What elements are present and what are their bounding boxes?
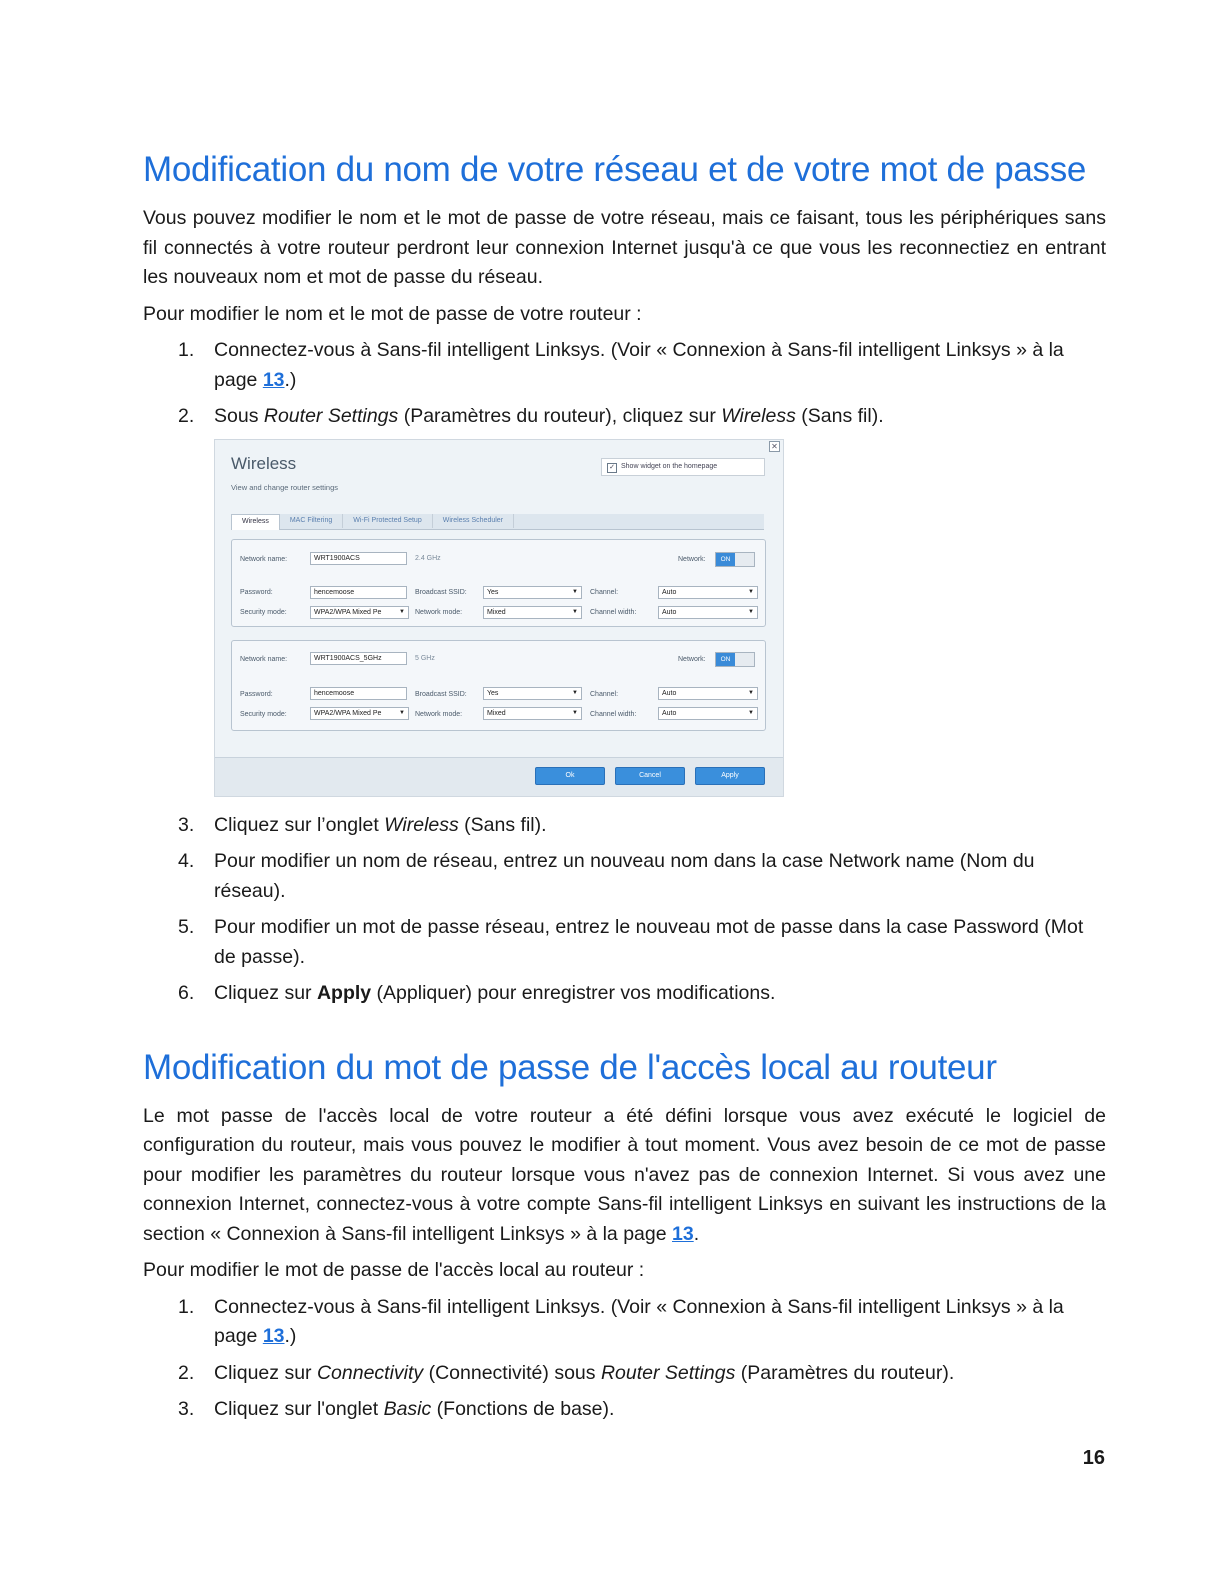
broadcast-ssid-label: Broadcast SSID:	[415, 588, 467, 596]
tab-wireless-scheduler[interactable]: Wireless Scheduler	[433, 514, 514, 528]
procedure-lead: Pour modifier le mot de passe de l'accès local au routeur :	[143, 1259, 645, 1281]
chevron-down-icon: ▼	[399, 709, 405, 716]
chevron-down-icon: ▼	[748, 689, 754, 696]
page-number: 16	[1082, 1447, 1105, 1469]
channel-select[interactable]: Auto ▼	[658, 586, 758, 599]
security-mode-select[interactable]: WPA2/WPA Mixed Pe ▼	[310, 707, 409, 720]
page-reference-link[interactable]: 13	[672, 1222, 694, 1245]
chevron-down-icon: ▼	[572, 608, 578, 615]
close-icon[interactable]: ✕	[769, 441, 780, 452]
broadcast-ssid-select[interactable]: Yes ▼	[483, 687, 582, 700]
section-intro: Vous pouvez modifier le nom et le mot de passe de votre réseau, mais ce faisant, tous les périphériques sans fil connectés à votre routeur perdront leur connexion Internet jusqu'à ce que vous les reconnectiez en entrant les nouveaux nom et mot de passe du réseau.	[143, 207, 1106, 288]
channel-width-label: Channel width:	[590, 608, 637, 616]
network-name-label: Network name:	[240, 555, 288, 563]
chevron-down-icon: ▼	[572, 689, 578, 696]
network-mode-label: Network mode:	[415, 608, 463, 616]
section-heading-local-access-password: Modification du mot de passe de l'accès local au routeur	[143, 1047, 997, 1087]
step-item: 6. Cliquez sur Apply (Appliquer) pour enregistrer vos modifications.	[178, 982, 776, 1004]
band-label: 2.4 GHz	[415, 554, 441, 562]
network-mode-select[interactable]: Mixed ▼	[483, 606, 582, 619]
section-spacer	[143, 1016, 1106, 1046]
procedure-steps	[143, 336, 1106, 432]
channel-width-select[interactable]: Auto ▼	[658, 707, 758, 720]
page-reference-link[interactable]: 13	[262, 368, 285, 391]
section-intro: Le mot passe de l'accès local de votre routeur a été défini lorsque vous avez exécuté le logiciel de configuration du routeur, mais vous pouvez le modifier à tout moment. Vous avez besoin de ce mot de passe pour modifier les paramètres du routeur lorsque vous n'avez pas de connexion Internet. Si vous avez une connexion Internet, connectez-vous à votre compte Sans-fil intelligent Linksys en suivant les instructions de la section « Connexion à Sans-fil intelligent Linksys » à la page 13.	[143, 1104, 1106, 1245]
password-label: Password:	[240, 588, 273, 596]
chevron-down-icon: ▼	[748, 588, 754, 595]
channel-width-label: Channel width:	[590, 710, 637, 718]
cancel-button[interactable]: Cancel	[615, 767, 685, 785]
band-panel-5ghz	[231, 640, 766, 731]
chevron-down-icon: ▼	[399, 608, 405, 615]
settings-tabs	[231, 514, 764, 530]
band-label: 5 GHz	[415, 654, 435, 662]
band-panel-2-4ghz	[231, 539, 766, 627]
channel-width-select[interactable]: Auto ▼	[658, 606, 758, 619]
dialog-footer	[215, 757, 783, 796]
page-reference-link[interactable]: 13	[262, 1325, 285, 1347]
channel-label: Channel:	[590, 690, 619, 698]
screenshot-title: Wireless	[231, 453, 297, 473]
checkbox-checked-icon[interactable]: ✓	[607, 463, 617, 473]
chevron-down-icon: ▼	[748, 608, 754, 615]
security-mode-label: Security mode:	[240, 608, 287, 616]
procedure-steps-continued	[143, 811, 1106, 1009]
step-item: 1. Connectez-vous à Sans-fil intelligent Linksys. (Voir « Connexion à Sans-fil intelligent Linksys » à la page 13.)	[178, 339, 1064, 391]
network-mode-select[interactable]: Mixed ▼	[483, 707, 582, 720]
security-mode-label: Security mode:	[240, 710, 287, 718]
section-heading-network-name-password: Modification du nom de votre réseau et de votre mot de passe	[143, 150, 1087, 189]
network-toggle[interactable]: ON	[715, 652, 755, 667]
screenshot-subtitle: View and change router settings	[231, 482, 339, 492]
step-item: 2. Cliquez sur Connectivity (Connectivité) sous Router Settings (Paramètres du routeur).	[178, 1361, 955, 1384]
ok-button[interactable]: Ok	[535, 767, 605, 785]
step-item: 2. Sous Router Settings (Paramètres du routeur), cliquez sur Wireless (Sans fil).	[178, 405, 884, 427]
tab-mac-filtering[interactable]: MAC Filtering	[280, 514, 343, 528]
channel-select[interactable]: Auto ▼	[658, 687, 758, 700]
procedure-steps	[143, 1293, 1106, 1425]
network-label: Network:	[678, 655, 706, 663]
step-item: 1. Connectez-vous à Sans-fil intelligent Linksys. (Voir « Connexion à Sans-fil intelligent Linksys » à la page 13.)	[178, 1295, 1064, 1347]
network-mode-label: Network mode:	[415, 710, 463, 718]
password-input[interactable]: hencemoose	[310, 586, 407, 599]
step-item: 3. Cliquez sur l’onglet Wireless (Sans fil).	[178, 813, 547, 836]
password-label: Password:	[240, 690, 273, 698]
step-item: 4. Pour modifier un nom de réseau, entrez un nouveau nom dans la case Network name (Nom du réseau).	[178, 850, 1035, 902]
step-item: 3. Cliquez sur l'onglet Basic (Fonctions de base).	[178, 1398, 615, 1420]
page-content	[143, 148, 1106, 1432]
network-label: Network:	[678, 555, 706, 563]
chevron-down-icon: ▼	[572, 709, 578, 716]
network-name-input[interactable]: WRT1900ACS_5GHz	[310, 652, 407, 665]
channel-label: Channel:	[590, 588, 619, 596]
password-input[interactable]: hencemoose	[310, 687, 407, 700]
tab-wireless[interactable]: Wireless	[231, 514, 280, 530]
network-toggle[interactable]: ON	[715, 552, 755, 567]
broadcast-ssid-label: Broadcast SSID:	[415, 690, 467, 698]
network-name-input[interactable]: WRT1900ACS	[310, 552, 407, 565]
security-mode-select[interactable]: WPA2/WPA Mixed Pe ▼	[310, 606, 409, 619]
apply-button[interactable]: Apply	[695, 767, 765, 785]
show-widget-checkbox[interactable]: ✓ Show widget on the homepage	[601, 458, 765, 476]
chevron-down-icon: ▼	[572, 588, 578, 595]
step-item: 5. Pour modifier un mot de passe réseau, entrez le nouveau mot de passe dans la case Password (Mot de passe).	[178, 916, 1084, 968]
procedure-lead: Pour modifier le nom et le mot de passe de votre routeur :	[143, 302, 642, 325]
wireless-settings-screenshot	[214, 439, 784, 797]
network-name-label: Network name:	[240, 655, 288, 663]
broadcast-ssid-select[interactable]: Yes ▼	[483, 586, 582, 599]
chevron-down-icon: ▼	[748, 709, 754, 716]
tab-wifi-protected-setup[interactable]: Wi-Fi Protected Setup	[343, 514, 432, 528]
